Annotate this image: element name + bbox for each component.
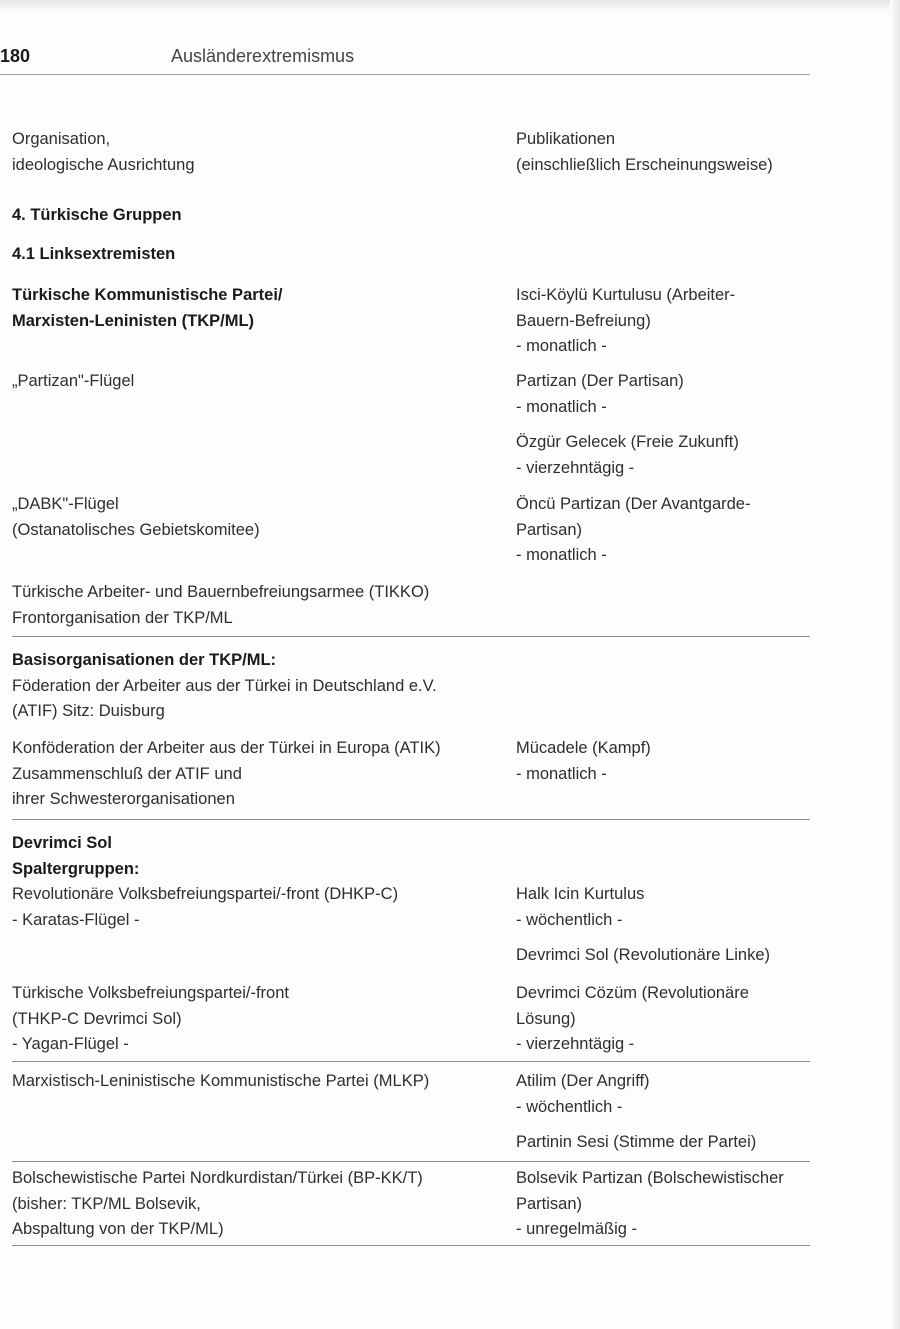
page-number: 180 [0,46,31,66]
pub-atik: Mücadele (Kampf) - monatlich - [516,739,651,783]
pub-atilim: Atilim (Der Angriff) - wöchentlich - [516,1072,650,1116]
scan-shadow-right [890,0,900,1329]
org-atik: Konföderation der Arbeiter aus der Türkei in Europa (ATIK) Zusammenschluß der ATIF und ihrer Schwesterorganisationen [12,739,441,808]
org-tkp-ml: Türkische Kommunistische Partei/ Marxisten-Leninisten (TKP/ML) [12,286,283,330]
org-partizan: „Partizan"-Flügel [12,372,135,390]
pub-tkp-ml: Isci-Köylü Kurtulusu (Arbeiter- Bauern-Befreiung) - monatlich - [516,286,736,355]
divider [12,1245,810,1246]
divider [12,1161,810,1162]
running-header [0,44,810,75]
section-heading: 4. Türkische Gruppen [12,206,182,224]
org-thkp-c: Türkische Volksbefreiungspartei/-front (THKP-C Devrimci Sol) - Yagan-Flügel - [12,984,289,1053]
org-dabk: „DABK"-Flügel (Ostanatolisches Gebietskomitee) [12,495,260,539]
divider [12,1061,810,1062]
org-atif: Basisorganisationen der TKP/ML: Föderation der Arbeiter aus der Türkei in Deutschland e.V. (ATIF) Sitz: Duisburg [12,651,437,720]
running-title: Ausländerextremismus [171,46,355,66]
pub-bolsevik-partizan: Bolsevik Partizan (Bolschewistischer Partisan) - unregelmäßig - [516,1169,784,1238]
pub-dabk: Öncü Partizan (Der Avantgarde- Partisan) - monatlich - [516,495,751,564]
pub-partinin-sesi: Partinin Sesi (Stimme der Partei) [516,1133,757,1151]
column-header-left: Organisation, ideologische Ausrichtung [12,130,195,174]
org-mlkp: Marxistisch-Leninistische Kommunistische Partei (MLKP) [12,1072,430,1090]
org-tikko: Türkische Arbeiter- und Bauernbefreiungsarmee (TIKKO) Frontorganisation der TKP/ML [12,583,430,627]
pub-halk-icin-kurtulus: Halk Icin Kurtulus - wöchentlich - [516,885,645,929]
divider [12,636,810,637]
pub-devrimci-cozum: Devrimci Cözüm (Revolutionäre Lösung) - vierzehntägig - [516,984,749,1053]
scan-shadow-top [0,0,900,12]
divider [12,819,810,820]
org-bp-kk-t: Bolschewistische Partei Nordkurdistan/Türkei (BP-KK/T) (bisher: TKP/ML Bolsevik, Abspaltung von der TKP/ML) [12,1169,423,1238]
column-header-right: Publikationen (einschließlich Erscheinungsweise) [516,130,773,174]
pub-ozgur-gelecek: Özgür Gelecek (Freie Zukunft) - vierzehntägig - [516,433,739,477]
pub-partizan: Partizan (Der Partisan) - monatlich - [516,372,684,416]
org-dhkp-c: Devrimci Sol Spaltergruppen: Revolutionäre Volksbefreiungspartei/-front (DHKP-C) - Karatas-Flügel - [12,834,399,929]
subsection-heading: 4.1 Linksextremisten [12,245,176,263]
pub-devrimci-sol: Devrimci Sol (Revolutionäre Linke) [516,946,771,964]
